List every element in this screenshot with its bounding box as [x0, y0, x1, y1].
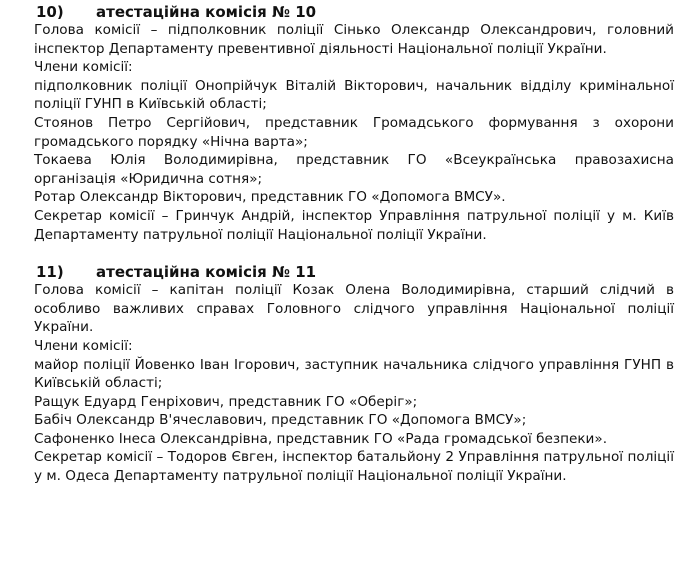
member-paragraph: Ращук Едуард Генріхович, представник ГО «Оберіг»;: [34, 393, 418, 410]
section-heading: [36, 263, 674, 281]
member-paragraph: Токаева Юлія Володимирівна, представник ГО «Всеукраїнська правозахисна організація «Юридична сотня»;: [34, 152, 674, 187]
members-label: Члени комісії:: [34, 337, 133, 354]
chairman-paragraph: Голова комісії – капітан поліції Козак Олена Володимирівна, старший слідчий в особливо важливих справах Головного слідчого управління Національної поліції України.: [34, 282, 674, 336]
member-paragraph: майор поліції Йовенко Іван Ігорович, заступник начальника слідчого управління ГУНП в Київській області;: [34, 356, 674, 392]
section-number: 11): [36, 263, 64, 282]
secretary-paragraph: Секретар комісії – Тодоров Євген, інспектор батальйону 2 Управління патрульної поліції у м. Одеса Департаменту патрульної поліції Національної поліції України.: [34, 449, 674, 485]
commission-section-10: [34, 3, 674, 244]
section-number: 10): [36, 3, 64, 21]
member-paragraph: Ротар Олександр Вікторович, представник ГО «Допомога ВМСУ».: [34, 189, 506, 206]
member-paragraph: Сафоненко Інеса Олександрівна, представник ГО «Рада громадської безпеки».: [34, 430, 608, 447]
chairman-paragraph: Голова комісії – підполковник поліції Сінько Олександр Олександрович, головний інспектор Департаменту превентивної діяльності Національної поліції України.: [34, 22, 674, 57]
secretary-paragraph: Секретар комісії – Гринчук Андрій, інспектор Управління патрульної поліції у м. Київ Департаменту патрульної поліції Національної поліції України.: [34, 207, 674, 243]
section-title: атестаційна комісія № 11: [96, 263, 317, 282]
member-paragraph: Бабіч Олександр В'ячеславович, представник ГО «Допомога ВМСУ»;: [34, 412, 527, 429]
commission-section-11: [34, 263, 674, 486]
members-label: Члени комісії:: [34, 59, 133, 76]
section-heading: [36, 3, 674, 21]
member-paragraph: підполковник поліції Онопрійчук Віталій Вікторович, начальник відділу кримінальної поліції ГУНП в Київській області;: [34, 77, 674, 113]
section-title: атестаційна комісія № 10: [96, 3, 317, 21]
member-paragraph: Стоянов Петро Сергійович, представник Громадського формування з охорони громадського порядку «Нічна варта»;: [34, 114, 674, 150]
